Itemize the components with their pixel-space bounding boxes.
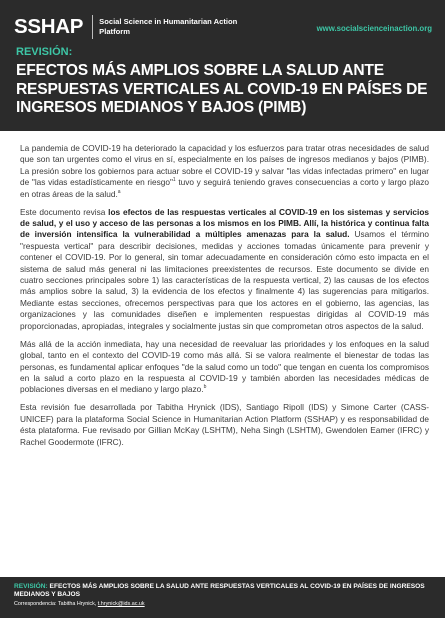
paragraph-intro-text-2: tuvo y seguirá teniendo graves consecuencias a corto y largo plazo en otras áreas de la salud. [20, 177, 430, 199]
document-type-label: REVISIÓN: [16, 46, 73, 58]
document-title: EFECTOS MÁS AMPLIOS SOBRE LA SALUD ANTE RESPUESTAS VERTICALES AL COVID-19 EN PAÍSES DE INGRESOS MEDIANOS Y BAJOS (PIMB) [16, 62, 428, 116]
sshap-logo[interactable]: SSHAP [14, 14, 84, 38]
footer-band [0, 577, 445, 618]
paragraph-priorities [20, 339, 429, 396]
logo-tagline: Social Science in Humanitarian Action Platform [99, 17, 238, 36]
paragraph-authors-text: Esta revisión fue desarrollada por Tabitha Hrynick (IDS), Santiago Ripoll (IDS) y Simone Carter (CASS-UNICEF) para la plataforma Social Science in Humanitarian Action Platform (SSHAP) y es responsabilidad de ésta plataforma. Fue revisado por Gillian McKay (LSHTM), Neha Singh (LSHTM), Gwendolen Eamer (IFRC) y Rachel Goodermote (IFRC). [20, 402, 429, 447]
footer-contact [14, 601, 145, 607]
paragraph-scope [20, 207, 429, 332]
footer-title-text: EFECTOS MÁS AMPLIOS SOBRE LA SALUD ANTE RESPUESTAS VERTICALES AL COVID-19 EN PAÍSES DE INGRESOS MEDIANOS Y BAJOS [14, 583, 425, 598]
paragraph-priorities-text: Más allá de la acción inmediata, hay una necesidad de reevaluar las prioridades y los enfoques en la salud global, tanto en el contexto del COVID-19 como más allá. Si se valora realmente el bienestar de todas las personas, es fundamental aplicar enfoques "de la salud como un todo" que tengan en cuenta los compromisos en la salud a corto plazo en la respuesta al COVID-19 y también aborden las necesidades médicas de poblaciones diversas en el mediano y largo plazo. [20, 338, 429, 395]
paragraph-intro [20, 143, 429, 200]
footer-label: REVISIÓN: [14, 583, 48, 590]
contact-email-link[interactable]: t.hrynick@ids.ac.uk [97, 601, 145, 607]
document-body [20, 143, 429, 455]
paragraph-authors [20, 402, 429, 448]
paragraph-scope-intro: Este documento revisa [20, 206, 109, 217]
footer-title [14, 583, 434, 599]
paragraph-scope-highlight: los efectos de las respuestas verticales al COVID-19 en los sistemas y servicios de salud, y el uso y acceso de las personas a los mismos en los PIMB. Allí, la histórica y continua falta de inversión intensifica la vulnerabilidad a múltiples amenazas para la salud. [20, 206, 429, 240]
footnote-ref-b[interactable]: b [203, 384, 207, 391]
footer-contact-label: Correspondencia: Tabitha Hrynick, [14, 601, 98, 607]
website-link[interactable]: www.socialscienceinaction.org [316, 24, 432, 33]
footnote-ref-1[interactable]: 1 [172, 177, 176, 184]
paragraph-scope-rest: Usamos el término "respuesta vertical" para describir decisiones, medidas y acciones tomadas únicamente para prevenir y contener el COVID-19. Por lo general, sin tomar adecuadamente en consideración cómo esto impacta en el sistema de salud más general ni las limitaciones preexistentes de recursos. Este documento se divide en cuatro secciones principales sobre 1) las características de la respuesta vertical, 2) las causas de los efectos más amplios sobre la salud, 3) la evidencia de los efectos y finalmente 4) las sugerencias para mitigarlos. Mediante estas secciones, ofrecemos perspectivas para que los actores en el gobierno, las agencias, las organizaciones y las comunidades diseñen e implementen respuestas dirigidas al COVID-19 más proporcionadas, apropiadas, integrales y socialmente justas sin que comprometan otros aspectos de la salud. [20, 229, 429, 331]
brand [14, 13, 239, 41]
logo-divider [92, 15, 93, 39]
footnote-ref-a[interactable]: a [117, 188, 121, 195]
paragraph-intro-text: La pandemia de COVID-19 ha deteriorado la capacidad y los esfuerzos para tratar otras necesidades de salud que son tan urgentes como el virus en sí, especialmente en los países de ingresos medianos y bajos (PIMB). La presión sobre los gobiernos para actuar sobre el COVID-19 y salvar "las vidas infectadas primero" en lugar de "las vidas estadísticamente en riesgo" [20, 143, 429, 188]
header-band [0, 0, 445, 131]
